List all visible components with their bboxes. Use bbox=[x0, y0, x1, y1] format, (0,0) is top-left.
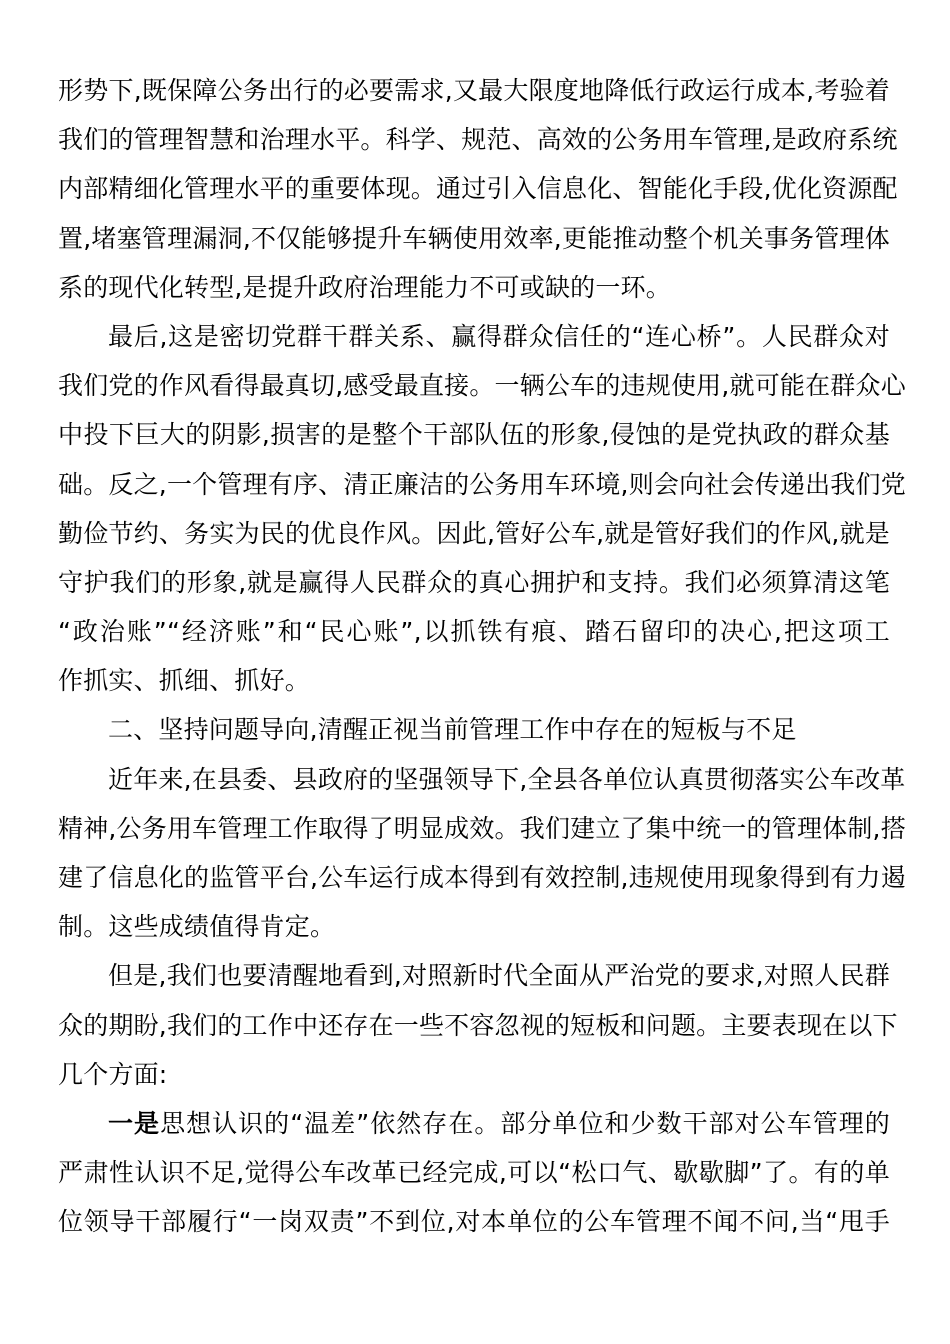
text-line: 勤俭节约、务实为民的优良作风。因此,管好公车,就是管好我们的作风,就是 bbox=[58, 518, 890, 548]
text-line: 制。这些成绩值得肯定。 bbox=[58, 912, 336, 942]
paragraph-point-one-awareness bbox=[58, 1099, 890, 1247]
paragraph-significance-governance bbox=[58, 66, 898, 312]
text-line: 内部精细化管理水平的重要体现。通过引入信息化、智能化手段,优化资源配 bbox=[58, 174, 898, 204]
text-line: 作抓实、抓细、抓好。 bbox=[58, 666, 311, 696]
text-line: 位领导干部履行“一岗双责”不到位,对本单位的公车管理不闻不问,当“甩手 bbox=[58, 1207, 890, 1237]
text-line: 形势下,既保障公务出行的必要需求,又最大限度地降低行政运行成本,考验着 bbox=[58, 76, 890, 105]
text-line: 我们的管理智慧和治理水平。科学、规范、高效的公务用车管理,是政府系统 bbox=[58, 125, 898, 155]
text-line: 中投下巨大的阴影,损害的是整个干部队伍的形象,侵蚀的是党执政的群众基 bbox=[58, 420, 890, 450]
text-line: 严肃性认识不足,觉得公车改革已经完成,可以“松口气、歇歇脚”了。有的单 bbox=[58, 1158, 890, 1188]
heading-line: 二、坚持问题导向,清醒正视当前管理工作中存在的短板与不足 bbox=[108, 715, 797, 745]
paragraph-achievements bbox=[58, 755, 906, 952]
text-line: 建了信息化的监管平台,公车运行成本得到有效控制,违规使用现象得到有力遏 bbox=[58, 863, 906, 892]
point-lead-label: 一是 bbox=[108, 1108, 161, 1138]
text-line: 系的现代化转型,是提升政府治理能力不可或缺的一环。 bbox=[58, 272, 671, 302]
text-line: 众的期盼,我们的工作中还存在一些不容忽视的短板和问题。主要表现在以下 bbox=[58, 1010, 898, 1040]
paragraph-shortcomings-intro bbox=[58, 951, 898, 1099]
text-line: 我们党的作风看得最真切,感受最直接。一辆公车的违规使用,就可能在群众心 bbox=[58, 371, 906, 401]
text-line bbox=[58, 1099, 890, 1148]
text-line: 守护我们的形象,就是赢得人民群众的真心拥护和支持。我们必须算清这笔 bbox=[58, 567, 890, 597]
text-line: 几个方面: bbox=[58, 1059, 168, 1089]
text-line: 置,堵塞管理漏洞,不仅能够提升车辆使用效率,更能推动整个机关事务管理体 bbox=[58, 223, 890, 253]
paragraph-party-masses-bridge bbox=[58, 312, 906, 706]
text-line: 精神,公务用车管理工作取得了明显成效。我们建立了集中统一的管理体制,搭 bbox=[58, 813, 906, 843]
text-run: 思想认识的“温差”依然存在。部分单位和少数干部对公车管理的 bbox=[160, 1108, 890, 1138]
section-heading-problem-oriented bbox=[58, 705, 890, 754]
text-line: 础。反之,一个管理有序、清正廉洁的公务用车环境,则会向社会传递出我们党 bbox=[58, 469, 906, 499]
text-line: 近年来,在县委、县政府的坚强领导下,全县各单位认真贯彻落实公车改革 bbox=[108, 764, 906, 794]
text-line: 但是,我们也要清醒地看到,对照新时代全面从严治党的要求,对照人民群 bbox=[108, 961, 890, 991]
text-line: 最后,这是密切党群干群关系、赢得群众信任的“连心桥”。人民群众对 bbox=[108, 321, 890, 351]
text-line: “政治账”“经济账”和“民心账”,以抓铁有痕、踏石留印的决心,把这项工 bbox=[58, 617, 890, 647]
